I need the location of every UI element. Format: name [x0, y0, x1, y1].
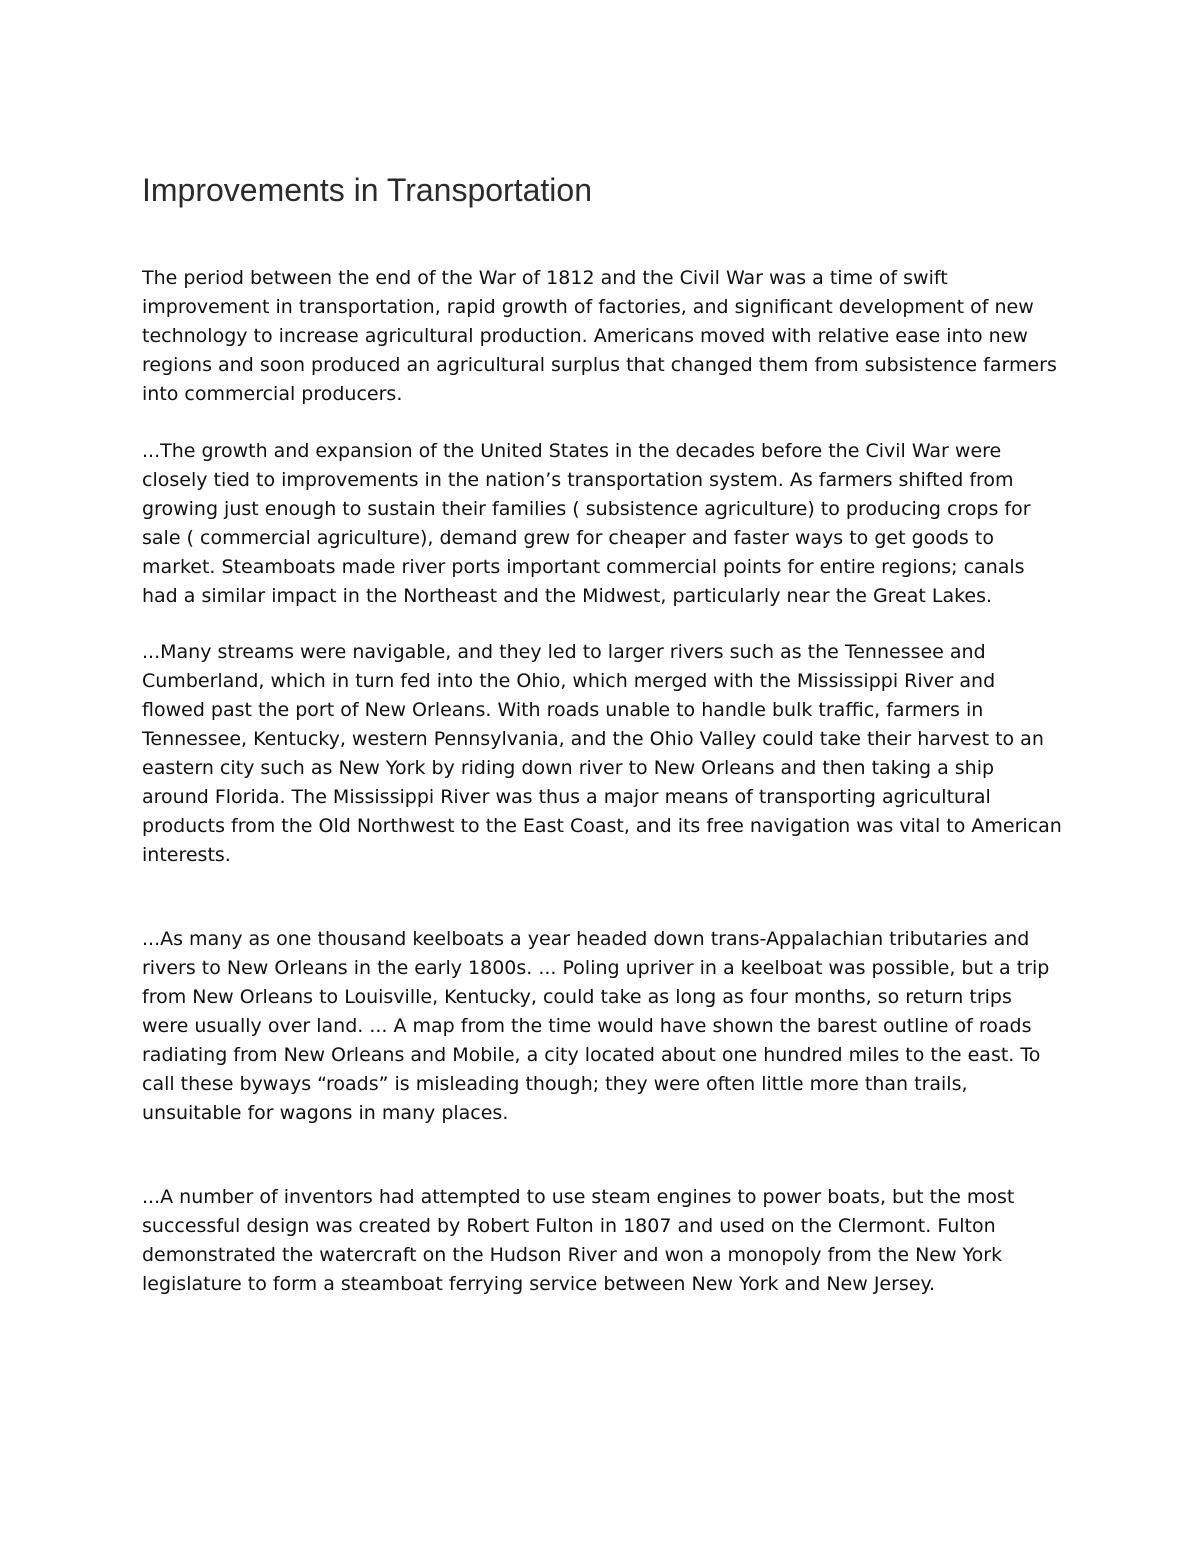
text-line: ...A number of inventors had attempted to use steam engines to power boats, but the most — [142, 1186, 1015, 1208]
paragraph-3 — [142, 638, 1072, 870]
text-line: interests. — [142, 844, 231, 866]
paragraph-5 — [142, 1183, 1072, 1299]
paragraph-4 — [142, 925, 1072, 1128]
text-line: ...As many as one thousand keelboats a year headed down trans-Appalachian tributaries and — [142, 928, 1030, 950]
text-line: products from the Old Northwest to the East Coast, and its free navigation was vital to American — [142, 815, 1062, 837]
text-line: radiating from New Orleans and Mobile, a city located about one hundred miles to the east. To — [142, 1044, 1041, 1066]
text-line: into commercial producers. — [142, 383, 403, 405]
paragraph-1 — [142, 264, 1072, 409]
paragraph-2 — [142, 437, 1072, 611]
text-line: closely tied to improvements in the nation’s transportation system. As farmers shifted from — [142, 469, 1014, 491]
text-line: growing just enough to sustain their families ( subsistence agriculture) to producing crops for — [142, 498, 1031, 520]
text-line: successful design was created by Robert Fulton in 1807 and used on the Clermont. Fulton — [142, 1215, 996, 1237]
text-line: from New Orleans to Louisville, Kentucky, could take as long as four months, so return trips — [142, 986, 1012, 1008]
text-line: regions and soon produced an agricultural surplus that changed them from subsistence farmers — [142, 354, 1057, 376]
text-line: The period between the end of the War of 1812 and the Civil War was a time of swift — [142, 267, 948, 289]
text-line: improvement in transportation, rapid growth of factories, and significant development of new — [142, 296, 1034, 318]
text-line: ...Many streams were navigable, and they led to larger rivers such as the Tennessee and — [142, 641, 986, 663]
text-line: call these byways “roads” is misleading though; they were often little more than trails, — [142, 1073, 968, 1095]
text-line: market. Steamboats made river ports important commercial points for entire regions; canals — [142, 556, 1025, 578]
text-line: Cumberland, which in turn fed into the Ohio, which merged with the Mississippi River and — [142, 670, 996, 692]
text-line: ...The growth and expansion of the United States in the decades before the Civil War were — [142, 440, 1002, 462]
text-line: Tennessee, Kentucky, western Pennsylvania, and the Ohio Valley could take their harvest to an — [142, 728, 1044, 750]
text-line: had a similar impact in the Northeast and the Midwest, particularly near the Great Lakes. — [142, 585, 993, 607]
text-line: sale ( commercial agriculture), demand grew for cheaper and faster ways to get goods to — [142, 527, 994, 549]
text-line: flowed past the port of New Orleans. With roads unable to handle bulk traffic, farmers in — [142, 699, 984, 721]
text-line: eastern city such as New York by riding down river to New Orleans and then taking a ship — [142, 757, 995, 779]
text-line: technology to increase agricultural production. Americans moved with relative ease into new — [142, 325, 1028, 347]
document-title: Improvements in Transportation — [142, 172, 592, 208]
text-line: around Florida. The Mississippi River was thus a major means of transporting agricultural — [142, 786, 991, 808]
text-line: legislature to form a steamboat ferrying service between New York and New Jersey. — [142, 1273, 936, 1295]
text-line: rivers to New Orleans in the early 1800s. ... Poling upriver in a keelboat was possible, but a trip — [142, 957, 1050, 979]
text-line: demonstrated the watercraft on the Hudson River and won a monopoly from the New York — [142, 1244, 1003, 1266]
text-line: were usually over land. ... A map from the time would have shown the barest outline of roads — [142, 1015, 1032, 1037]
text-line: unsuitable for wagons in many places. — [142, 1102, 509, 1124]
